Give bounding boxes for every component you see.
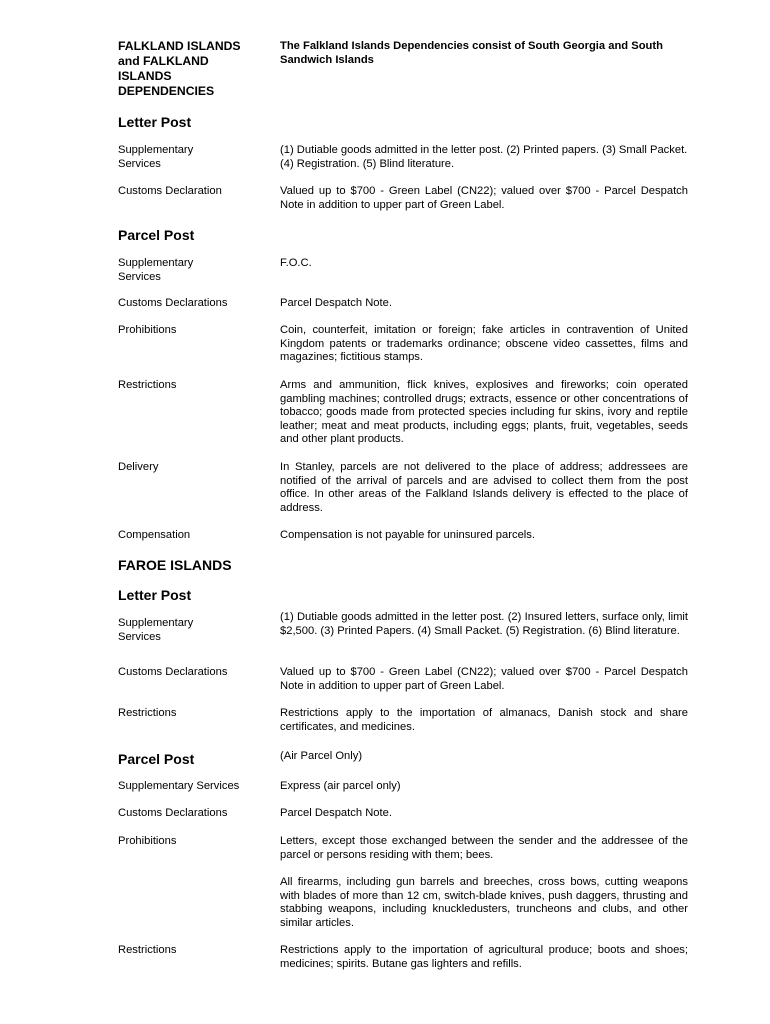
- value-restrictions: Restrictions apply to the importation of agricultural produce; boots and shoes; medicines; spirits. Butane gas lighters and refills.: [280, 944, 688, 970]
- label-supplementary-services: [118, 617, 268, 644]
- section-heading-letter-post: Letter Post: [118, 587, 192, 603]
- label-line: Services: [118, 157, 161, 170]
- value-supplementary-services: F.O.C.: [280, 257, 312, 269]
- label-customs-declarations: Customs Declarations: [118, 666, 228, 678]
- section-heading-parcel-post: Parcel Post: [118, 751, 195, 767]
- label-supplementary-services: [118, 144, 268, 171]
- title-line: FALKLAND ISLANDS: [118, 39, 241, 53]
- value-prohibitions: Letters, except those exchanged between the sender and the addressee of the parcel or persons residing with them; bees.: [280, 835, 688, 861]
- label-line: Supplementary: [118, 257, 194, 269]
- value-restrictions: Restrictions apply to the importation of almanacs, Danish stock and share certificates, and medicines.: [280, 707, 688, 733]
- label-supplementary-services: [118, 257, 268, 284]
- falkland-dependencies-note: The Falkland Islands Dependencies consist of South Georgia and South Sandwich Islands: [280, 40, 663, 66]
- value-customs-declarations: Valued up to $700 - Green Label (CN22); valued over $700 - Parcel Despatch Note in addition to upper part of Green Label.: [280, 666, 688, 692]
- value-prohibitions: Coin, counterfeit, imitation or foreign; fake articles in contravention of United Kingdom patents or trademarks ordinance; obscene video cassettes, films and magazines; fictitious stamps.: [280, 324, 688, 364]
- value-prohibitions-weapons: All firearms, including gun barrels and breeches, cross bows, cutting weapons with blades of more than 12 cm, switch-blade knives, push daggers, thrusting and stabbing weapons, including knuckledusters, truncheons and clubs, and other similar articles.: [280, 876, 688, 929]
- value-customs-declaration: Valued up to $700 - Green Label (CN22); valued over $700 - Parcel Despatch Note in addition to upper part of Green Label.: [280, 185, 688, 211]
- label-line: Supplementary: [118, 144, 194, 156]
- label-customs-declarations: Customs Declarations: [118, 807, 228, 819]
- label-customs-declaration: Customs Declaration: [118, 185, 222, 197]
- label-customs-declarations: Customs Declarations: [118, 297, 228, 309]
- value-restrictions: Arms and ammunition, flick knives, explosives and fireworks; coin operated gambling machines; controlled drugs; extracts, essence or other concentrations of tobacco; goods made from protected species including fur skins, ivory and reptile leather; meat and meat products, including eggs; plants, fruit, vegetables, seeds and other plant products.: [280, 379, 688, 446]
- parcel-post-note: (Air Parcel Only): [280, 750, 363, 762]
- value-customs-declarations: Parcel Despatch Note.: [280, 297, 392, 309]
- value-supplementary-services: (1) Dutiable goods admitted in the letter post. (2) Printed papers. (3) Small Packet. (4) Registration. (5) Blind literature.: [280, 144, 688, 170]
- value-supplementary-services: Express (air parcel only): [280, 780, 401, 792]
- label-restrictions: Restrictions: [118, 379, 177, 391]
- label-prohibitions: Prohibitions: [118, 324, 177, 336]
- label-supplementary-services: Supplementary Services: [118, 780, 240, 792]
- title-line: ISLANDS: [118, 69, 172, 83]
- country-title-faroe: FAROE ISLANDS: [118, 557, 232, 573]
- label-line: Services: [118, 270, 161, 283]
- country-title-falkland: [118, 39, 268, 99]
- section-heading-parcel-post: Parcel Post: [118, 227, 195, 243]
- value-delivery: In Stanley, parcels are not delivered to the place of address; addressees are notified of the arrival of parcels and are advised to collect them from the post office. In other areas of the Falkland Islands delivery is effected to the place of address.: [280, 461, 688, 514]
- label-line: Services: [118, 630, 161, 643]
- label-prohibitions: Prohibitions: [118, 835, 177, 847]
- label-compensation: Compensation: [118, 529, 191, 541]
- value-customs-declarations: Parcel Despatch Note.: [280, 807, 392, 819]
- section-heading-letter-post: Letter Post: [118, 114, 192, 130]
- value-compensation: Compensation is not payable for uninsured parcels.: [280, 529, 535, 541]
- value-supplementary-services: (1) Dutiable goods admitted in the letter post. (2) Insured letters, surface only, limit $2,500. (3) Printed Papers. (4) Small Packet. (5) Registration. (6) Blind literature.: [280, 611, 688, 637]
- label-restrictions: Restrictions: [118, 944, 177, 956]
- label-line: Supplementary: [118, 617, 194, 629]
- title-line: and FALKLAND: [118, 54, 209, 68]
- label-delivery: Delivery: [118, 461, 159, 473]
- title-line: DEPENDENCIES: [118, 84, 215, 98]
- label-restrictions: Restrictions: [118, 707, 177, 719]
